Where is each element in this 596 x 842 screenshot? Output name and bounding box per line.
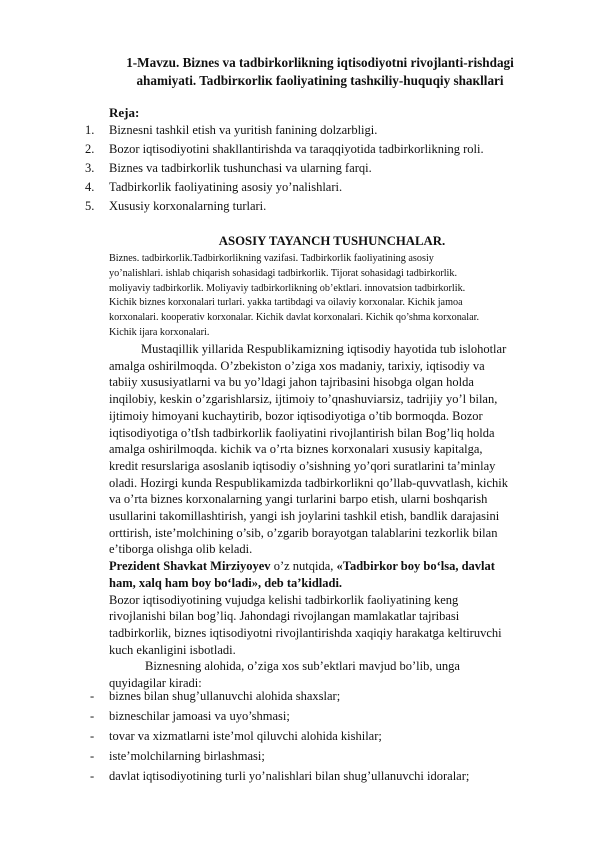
plan-item-text: Tadbirkorlik faoliyatining asosiy yo’nalishlari.	[109, 180, 343, 194]
body-line: kredit resurslariga asoslanib iqtisodiy o’sishning yo’qori suratlarini ta’minlay	[109, 458, 496, 473]
plan-item-text: Xususiy korxonalarning turlari.	[109, 199, 267, 213]
list-item-text: davlat iqtisodiyotining turli yo’nalishlari bilan shug’ullanuvchi idoralar;	[109, 769, 470, 783]
title-line-1: 1-Mavzu. Biznes va tadbirkorlikning iqtisodiyotni rivojlanti-rishdagi	[126, 55, 514, 70]
plan-item-number: 4.	[85, 180, 95, 194]
plan-list	[85, 121, 484, 216]
body-line: kuch ekanligini isbotladi.	[109, 642, 236, 657]
list-item	[90, 706, 469, 726]
body-line: iqtisodiyotiga o’tIsh tadbirkorlik faoliyatini rivojlantirish bilan Bog’liq holda	[109, 425, 495, 440]
body-line: ijtimoiy himoyani kuchaytirib, bozor iqtisodiyotiga o’tib bormoqda. Bozor	[109, 408, 483, 423]
list-item	[90, 766, 469, 786]
document-title	[100, 54, 540, 90]
plan-item	[85, 121, 484, 140]
quote-line	[109, 558, 559, 575]
body-line: quyidagilar kiradi:	[109, 676, 202, 691]
plan-item	[85, 178, 484, 197]
plan-item-number: 1.	[85, 123, 95, 137]
concepts-line: yo’nalishlari. ishlab chiqarish sohasidagi tadbirkorlik. Tijorat sohasidagi tadbirkorlik.	[109, 267, 458, 279]
quote-text: «Tadbirkor boy bo‘lsa, davlat	[336, 559, 495, 574]
body-line: oladi. Hozirgi kunda Respublikamizda tadbirkorlikni qo’llab-quvvatlash, kichik	[109, 475, 508, 490]
plan-item-number: 2.	[85, 142, 95, 156]
quote-speaker: Prezident Shavkat Mirziyoyev	[109, 559, 271, 574]
concepts-line: Kichik ijara korxonalari.	[109, 326, 210, 338]
list-item-text: iste’molchilarning birlashmasi;	[109, 749, 265, 763]
plan-item	[85, 197, 484, 216]
body-line: orttirish, iste’molchining o’sib, o’zgarib borayotgan talablarini tezkorlik bilan	[109, 525, 498, 540]
dash-marker: -	[90, 709, 95, 723]
concepts-text	[109, 252, 555, 341]
quote-text-continued: ham, xalq ham boy bo‘ladi», deb ta’kidladi.	[109, 575, 343, 590]
body-line: rivojlanishi bilan bog’liq. Jahondagi rivojlangan mamlakatlar tajribasi	[109, 609, 460, 624]
concepts-heading: ASOSIY TAYANCH TUSHUNCHALAR.	[218, 234, 446, 248]
body-line: usullarini takomillashtirish, yangi ish joylarini tashkil etish, bandlik darajasini	[109, 509, 500, 524]
title-line-2: ahamiyati. Tadbirкorliк faoliyatining tashкiliy-huquqiy shaкllari	[136, 73, 504, 88]
body-text	[109, 341, 559, 692]
body-line: Biznesning alohida, o’ziga xos sub’ektlari mavjud bo’lib, unga	[145, 659, 460, 674]
list-item	[90, 686, 469, 706]
plan-item	[85, 140, 484, 159]
dash-marker: -	[90, 769, 95, 783]
body-line: va o’rta biznes korxonalarning yangi turlarini barpo etish, ularni boshqarish	[109, 492, 488, 507]
dash-marker: -	[90, 689, 95, 703]
body-line: tadbirkorlik, biznes iqtisodiyotni rivojlantirishda xaqiqiy harakatga keltiruvchi	[109, 625, 502, 640]
body-line: e’tiborga olishga olib keladi.	[109, 542, 253, 557]
plan-item-number: 5.	[85, 199, 95, 213]
body-line: tabiiy xususiyatlarni va bu yo’ldagi jahon tajribasini hisobga olgan holda	[109, 375, 474, 390]
body-line: amalga oshirilmoqda. O’zbekiston o’ziga xos madaniy, tarixiy, iqtisodiy va	[109, 358, 485, 373]
list-item	[90, 726, 469, 746]
plan-label: Reja:	[109, 105, 140, 120]
plan-item-text: Biznesni tashkil etish va yuritish fanining dolzarbligi.	[109, 123, 378, 137]
dash-marker: -	[90, 749, 95, 763]
body-line: inqilobiy, keskin o’zgarishlarsiz, ijtimoiy to’qnashuviarsiz, tadrijiy yo’l bilan,	[109, 392, 498, 407]
body-line: amalga oshirilmoqda. kichik va o’rta biznes korxonalari xususiy kapitalga,	[109, 442, 483, 457]
concepts-line: Kichik biznes korxonalari turlari. yakka tartibdagi va oilaviy korxonalar. Kichik jamoa	[109, 297, 463, 309]
body-line: Mustaqillik yillarida Respublikamizning iqtisodiy hayotida tub islohotlar	[141, 342, 507, 356]
list-item-text: biznes bilan shug’ullanuvchi alohida shaxslar;	[109, 689, 341, 703]
plan-item	[85, 159, 484, 178]
concepts-line: moliyaviy tadbirkorlik. Moliyaviy tadbirkorlikning ob’ektlari. innovatsion tadbirkorlik.	[109, 282, 466, 294]
concepts-line: Biznes. tadbirkorlik.Tadbirkorlikning vazifasi. Tadbirkorlik faoliyatining asosiy	[109, 253, 434, 264]
body-line: Bozor iqtisodiyotining vujudga kelishi tadbirkorlik faoliyatining keng	[109, 592, 459, 607]
dash-marker: -	[90, 729, 95, 743]
plan-item-number: 3.	[85, 161, 95, 175]
concepts-line: korxonalari. kooperativ korxonalar. Kichik davlat korxonalari. Kichik qo’shma korxonalar.	[109, 312, 480, 324]
list-item-text: bizneschilar jamoasi va uyo’shmasi;	[109, 709, 290, 723]
plan-item-text: Biznes va tadbirkorlik tushunchasi va ularning farqi.	[109, 161, 372, 175]
subjects-list	[90, 686, 469, 786]
list-item	[90, 746, 469, 766]
list-item-text: tovar va xizmatlarni iste’mol qiluvchi alohida kishilar;	[109, 729, 382, 743]
plan-item-text: Bozor iqtisodiyotini shakllantirishda va taraqqiyotida tadbirkorlikning roli.	[109, 142, 484, 156]
quote-intro: o’z nutqida,	[270, 559, 337, 574]
